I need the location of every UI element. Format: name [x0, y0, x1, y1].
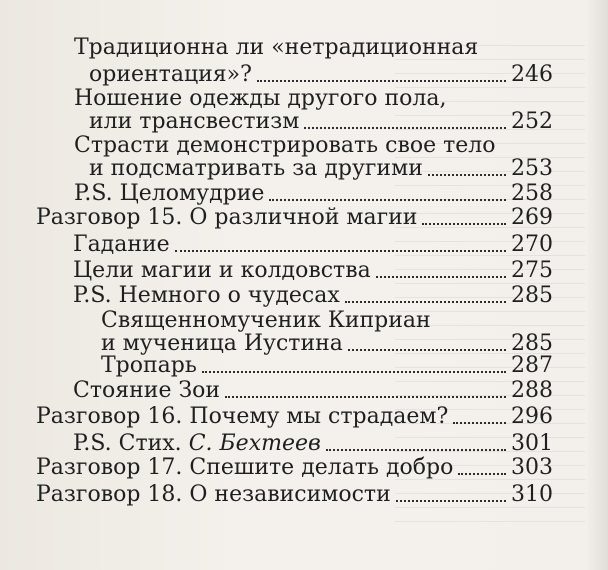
dot-leader: [175, 250, 506, 252]
page-number: 287: [511, 353, 553, 378]
page-number: 258: [511, 181, 553, 206]
dot-leader: [257, 80, 506, 82]
toc-line: [101, 354, 553, 378]
toc-chapter-line: [36, 483, 553, 507]
toc-entry-text: P.S. Немного о чудесах: [73, 283, 340, 308]
toc-entry-text: Священномученик Киприан: [101, 308, 431, 333]
toc-entry-prefix: P.S. Стих.: [73, 431, 182, 456]
page-number: 303: [511, 455, 553, 480]
toc-line: [101, 309, 541, 333]
dot-leader: [326, 449, 506, 451]
toc-entry-text: Гадание: [73, 232, 170, 257]
page-number: 253: [511, 156, 553, 181]
dot-leader: [348, 349, 506, 351]
page-number: 252: [511, 109, 553, 134]
dot-leader: [428, 174, 506, 176]
page-number: 269: [511, 205, 553, 230]
dot-leader: [269, 199, 506, 201]
toc-line: [89, 110, 553, 134]
toc-line: [74, 36, 544, 60]
poem-author: С. Бехтеев: [188, 431, 321, 456]
toc-entry-text: или трансвестизм: [89, 109, 300, 134]
toc-line: [74, 182, 553, 206]
page-number: 310: [511, 482, 553, 507]
toc-entry-text: P.S. Целомудрие: [74, 181, 265, 206]
toc-line: [89, 157, 553, 181]
toc-entry-text: Тропарь: [101, 353, 197, 378]
page-number: 301: [511, 431, 553, 456]
toc-entry-text: Разговор 17. Спешите делать добро: [36, 455, 454, 480]
toc-line: [74, 134, 544, 158]
page-number: 296: [511, 404, 553, 429]
toc-line: [73, 233, 553, 257]
toc-entry-text: Стояние Зои: [73, 378, 221, 403]
toc-line: [89, 63, 553, 87]
dot-leader: [225, 396, 506, 398]
dot-leader: [376, 276, 506, 278]
toc-entry-text: Ношение одежды другого пола,: [74, 86, 447, 111]
toc-chapter-line: [36, 456, 553, 480]
toc-line: [73, 432, 553, 456]
toc-entry-text: и мученица Иустина: [101, 331, 343, 356]
toc-line: [74, 87, 544, 111]
toc-entry-text: ориентация»?: [89, 62, 252, 87]
dot-leader: [458, 473, 506, 475]
toc-line: [73, 259, 553, 283]
toc-chapter-line: [36, 206, 553, 230]
toc-entry-text: [73, 432, 321, 456]
page-number: 246: [511, 62, 553, 87]
dot-leader: [202, 371, 506, 373]
toc-entry-text: Разговор 15. О различной магии: [36, 205, 418, 230]
toc-entry-text: Страсти демонстрировать свое тело: [74, 133, 496, 158]
toc-entry-text: Традиционна ли «нетрадиционная: [74, 35, 479, 60]
page-number: 275: [511, 258, 553, 283]
page-number: 288: [511, 378, 553, 403]
page-number: 285: [511, 283, 553, 308]
toc-line: [73, 379, 553, 403]
dot-leader: [453, 422, 506, 424]
dot-leader: [345, 301, 506, 303]
toc-entry-text: и подсматривать за другими: [89, 156, 423, 181]
dot-leader: [304, 127, 506, 129]
toc-chapter-line: [36, 405, 553, 429]
dot-leader: [422, 223, 506, 225]
toc-entry-text: Разговор 18. О независимости: [36, 482, 391, 507]
dot-leader: [396, 500, 506, 502]
toc-line: [73, 284, 553, 308]
toc-entry-text: Цели магии и колдовства: [73, 258, 371, 283]
toc-entry-text: Разговор 16. Почему мы страдаем?: [36, 404, 449, 429]
page-number: 285: [511, 331, 553, 356]
page-number: 270: [511, 232, 553, 257]
